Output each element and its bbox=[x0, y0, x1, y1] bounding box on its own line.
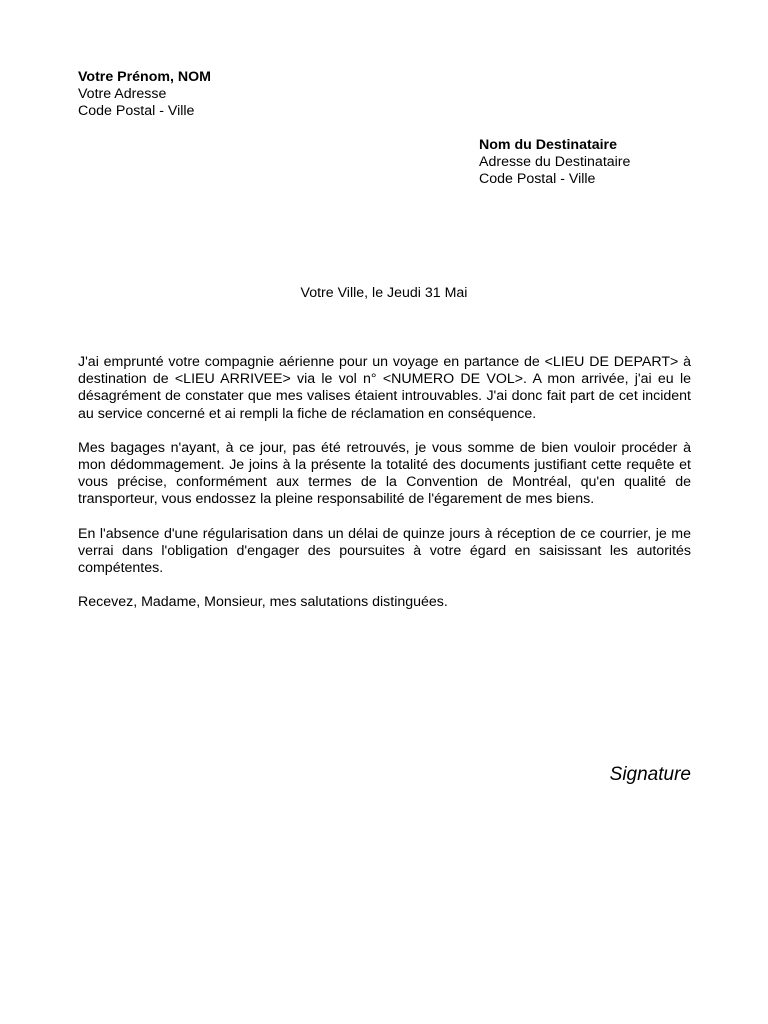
paragraph-compensation: Mes bagages n'ayant, à ce jour, pas été retrouvés, je vous somme de bien vouloir procéder à mon dédommagement. Je joins à la présente la totalité des documents justifiant cette requête et vous précise, conformément aux termes de la Convention de Montréal, qu'en qualité de transporteur, vous endossez la pleine responsabilité de l'égarement de mes biens. bbox=[78, 439, 691, 508]
recipient-name: Nom du Destinataire bbox=[479, 137, 617, 153]
paragraph-complaint: J'ai emprunté votre compagnie aérienne pour un voyage en partance de <LIEU DE DEPART> à destination de <LIEU ARRIVEE> via le vol n° <NUMERO DE VOL>. A mon arrivée, j'ai eu le désagrément de constater que mes valises étaient introuvables. J'ai donc fait part de cet incident au service concerné et ai rempli la fiche de réclamation en conséquence. bbox=[78, 354, 691, 422]
sender-name: Votre Prénom, NOM bbox=[78, 69, 211, 85]
recipient-city: Code Postal - Ville bbox=[479, 171, 596, 188]
recipient-block bbox=[479, 137, 630, 189]
sender-city: Code Postal - Ville bbox=[78, 103, 195, 120]
sender-address: Votre Adresse bbox=[78, 86, 167, 103]
sender-block bbox=[78, 69, 211, 121]
signature: Signature bbox=[609, 764, 691, 785]
letter-body bbox=[78, 354, 691, 628]
paragraph-closing: Recevez, Madame, Monsieur, mes salutations distinguées. bbox=[78, 594, 448, 611]
paragraph-deadline: En l'absence d'une régularisation dans un délai de quinze jours à réception de ce courrier, je me verrai dans l'obligation d'engager des poursuites à votre égard en saisissant les autorités compétentes. bbox=[78, 525, 691, 577]
date-line: Votre Ville, le Jeudi 31 Mai bbox=[300, 285, 468, 301]
recipient-address: Adresse du Destinataire bbox=[479, 154, 631, 171]
